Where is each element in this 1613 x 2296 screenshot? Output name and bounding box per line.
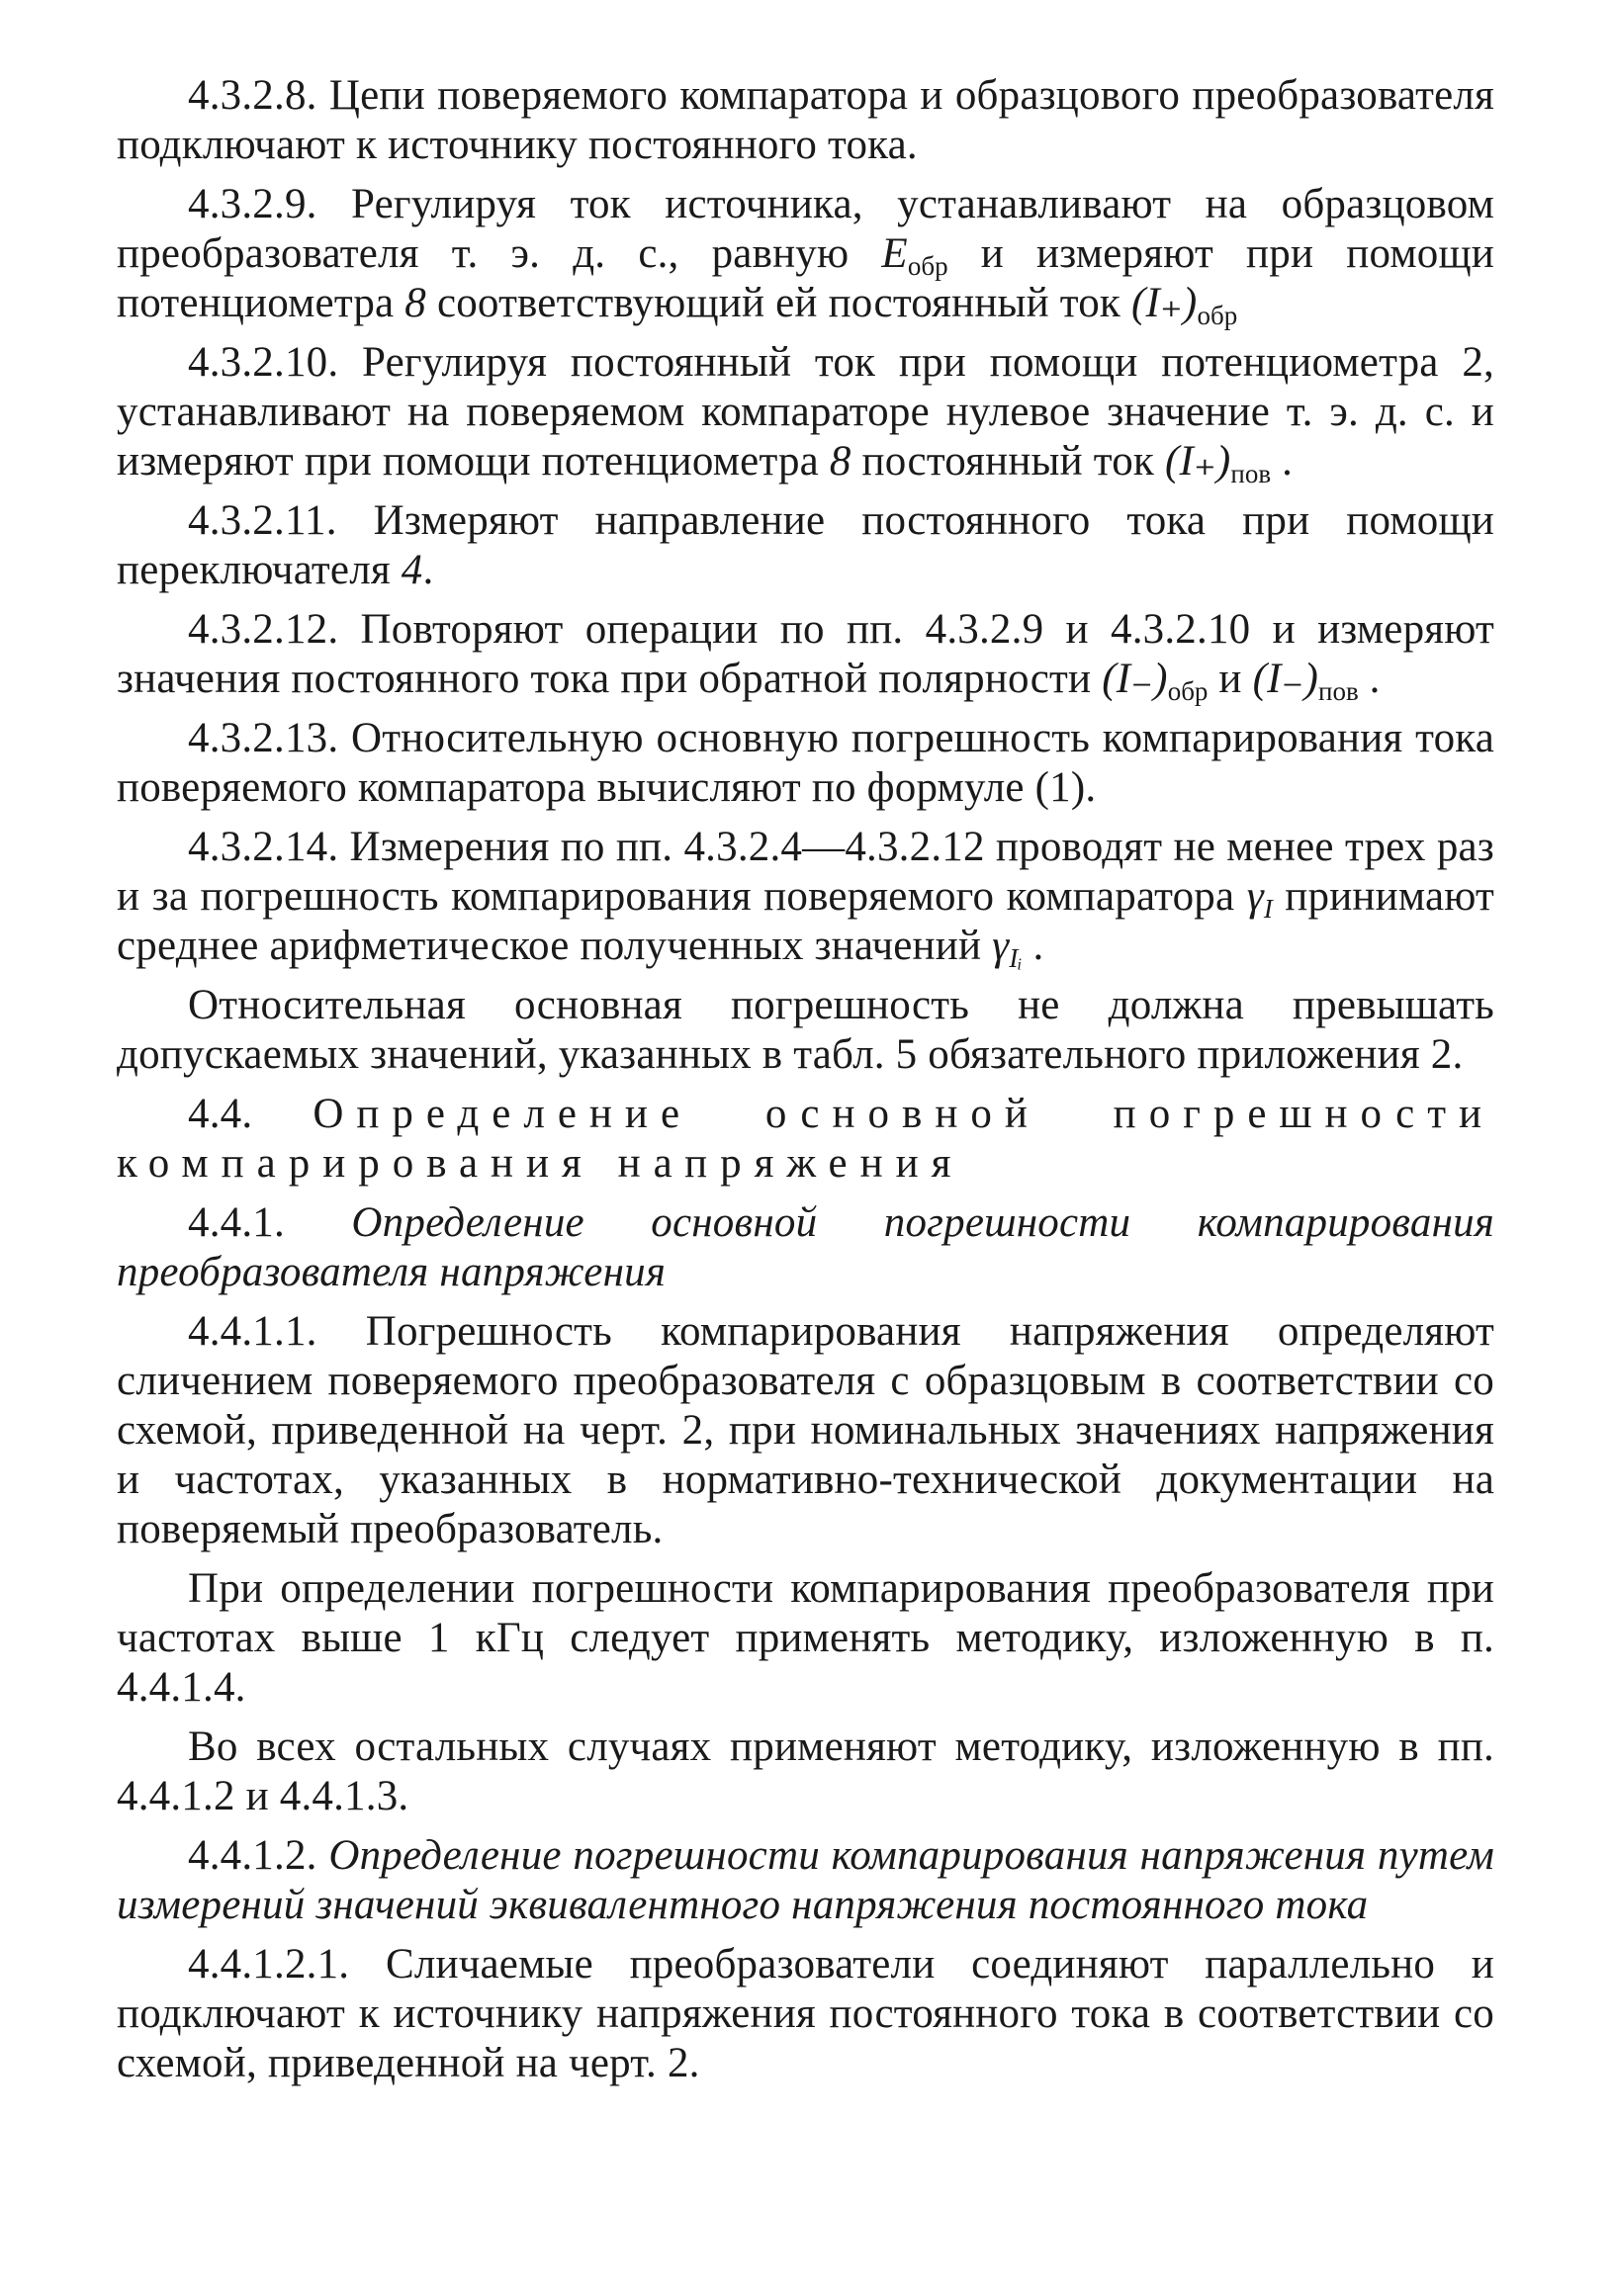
subscript: пов xyxy=(1230,459,1272,488)
paragraph-text: 4.3.2.10. Регулируя постоянный ток при помощи потенциометра 2, устанавливают на поверяемом компараторе нулевое значение т. э. д. с. и измеряют при помощи потенциометра xyxy=(117,339,1494,485)
subscript: Iᵢ xyxy=(1009,943,1023,973)
section-title: Определение основной погрешности компарирования напряжения xyxy=(117,1091,1494,1187)
paragraph-text: 4.3.2.11. Измеряют направление постоянного тока при помощи переключателя xyxy=(117,497,1494,593)
subsection-title: Определение основной погрешности компарирования преобразователя напряжения xyxy=(117,1199,1494,1295)
current-symbol: (I₊) xyxy=(1130,280,1198,326)
paragraph-text: . xyxy=(422,547,434,593)
paragraph-text: и измеряют при помощи потенциометра xyxy=(117,230,1494,326)
paragraph-text: 4.3.2.14. Измерения по пп. 4.3.2.4—4.3.2.12 проводят не менее трех раз и за погрешность компарирования поверяемого компаратора xyxy=(117,824,1494,920)
current-symbol: (I₊) xyxy=(1164,438,1231,485)
paragraph-text: постоянный ток xyxy=(851,438,1165,485)
current-symbol: (I₋) xyxy=(1252,656,1319,702)
paragraph-text: принимают среднее арифметическое полученных значений xyxy=(117,873,1494,969)
section-number: 4.4. xyxy=(188,1091,314,1137)
paragraph-4-3-2-11 xyxy=(117,496,1494,595)
switch-number: 4 xyxy=(401,547,423,593)
paragraph-4-4-1-1: 4.4.1.1. Погрешность компарирования напряжения определяют сличением поверяемого преобразователя с образцовым в соответствии со схемой, приведенной на черт. 2, при номинальных значениях напряжения и частотах, указанных в нормативно-технической документации на поверяемый преобразователь. xyxy=(117,1308,1494,1552)
current-symbol: (I₋) xyxy=(1102,656,1168,702)
paragraph-text: . xyxy=(1271,438,1294,485)
paragraph-4-3-2-12 xyxy=(117,605,1494,704)
potentiometer-number: 8 xyxy=(404,280,426,326)
paragraph-text: соответствующий ей постоянный ток xyxy=(426,280,1131,326)
subsection-number: 4.4.1. xyxy=(188,1199,352,1246)
error-symbol: γ xyxy=(992,923,1010,969)
paragraph-4-3-2-14 xyxy=(117,823,1494,971)
error-symbol: γ xyxy=(1246,873,1264,920)
subscript: I xyxy=(1263,894,1273,924)
paragraph-4-3-2-9 xyxy=(117,180,1494,328)
paragraph-other-cases: Во всех остальных случаях применяют методику, изложенную в пп. 4.4.1.2 и 4.4.1.3. xyxy=(117,1723,1494,1819)
subsection-title: Определение погрешности компарирования напряжения путем измерений значений эквивалентного напряжения постоянного тока xyxy=(117,1832,1494,1928)
paragraph-relative-error: Относительная основная погрешность не должна превышать допускаемых значений, указанных в табл. 5 обязательного приложения 2. xyxy=(117,982,1494,1078)
paragraph-4-4-1-2-1: 4.4.1.2.1. Сличаемые преобразователи соединяют параллельно и подключают к источнику напряжения постоянного тока в соответствии со схемой, приведенной на черт. 2. xyxy=(117,1941,1494,2086)
section-heading-4-4 xyxy=(117,1090,1494,1189)
paragraph-text: . xyxy=(1022,923,1044,969)
emf-symbol: E xyxy=(881,230,908,277)
paragraph-text: 4.3.2.9. Регулируя ток источника, устанавливают на образцовом преобразователя т. э. д. с., равную xyxy=(117,181,1494,277)
subscript: обр xyxy=(1197,301,1238,330)
subsection-number: 4.4.1.2. xyxy=(188,1832,329,1879)
subscript: обр xyxy=(1167,676,1209,706)
paragraph-frequency-note: При определении погрешности компарирования преобразователя при частотах выше 1 кГц следует применять методику, изложенную в п. 4.4.1.4. xyxy=(117,1565,1494,1711)
subscript: обр xyxy=(907,251,948,281)
subscript: пов xyxy=(1318,676,1359,706)
subsection-heading-4-4-1-2 xyxy=(117,1831,1494,1930)
paragraph-4-3-2-10 xyxy=(117,338,1494,486)
potentiometer-number: 8 xyxy=(829,438,851,485)
paragraph-text: . xyxy=(1358,656,1381,702)
paragraph-4-3-2-8: 4.3.2.8. Цепи поверяемого компаратора и образцового преобразователя подключают к источнику постоянного тока. xyxy=(117,72,1494,168)
paragraph-text: 4.3.2.12. Повторяют операции по пп. 4.3.2.9 и 4.3.2.10 и измеряют значения постоянного тока при обратной полярности xyxy=(117,606,1494,702)
paragraph-text: и xyxy=(1208,656,1253,702)
subsection-heading-4-4-1 xyxy=(117,1198,1494,1297)
paragraph-4-3-2-13: 4.3.2.13. Относительную основную погрешность компарирования тока поверяемого компаратора вычисляют по формуле (1). xyxy=(117,715,1494,811)
